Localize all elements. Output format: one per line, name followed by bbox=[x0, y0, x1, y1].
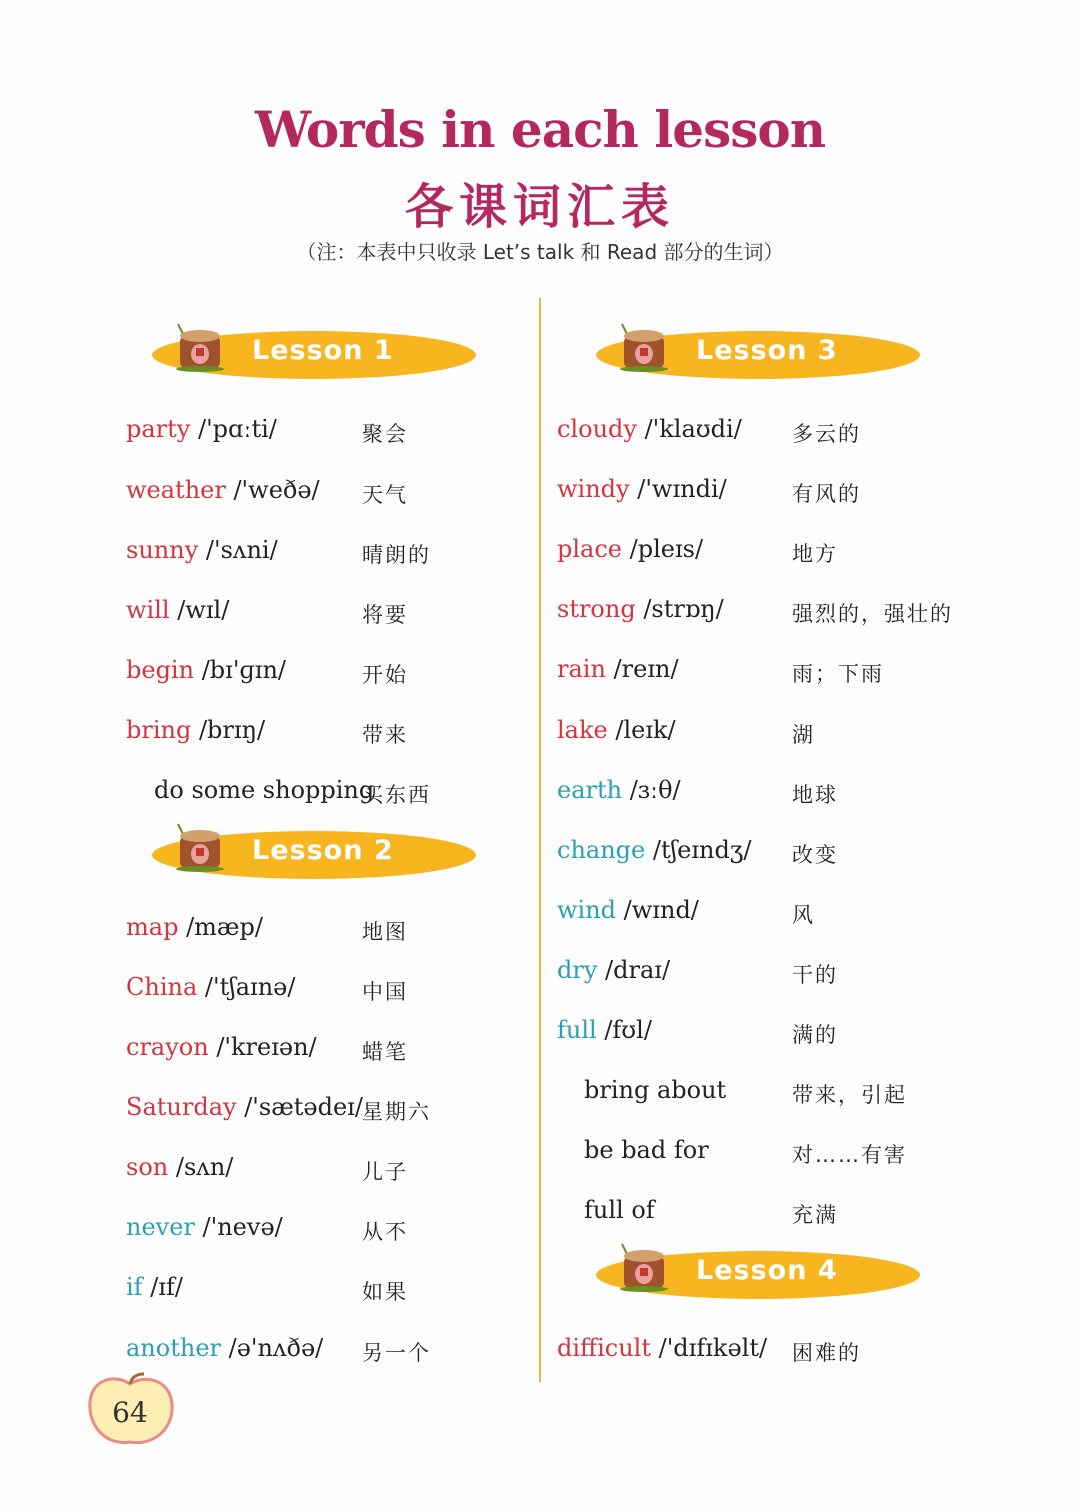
phonetic: /'kreɪən/ bbox=[208, 1033, 317, 1061]
translation: 雨；下雨 bbox=[792, 662, 884, 686]
lesson-4-banner bbox=[596, 1242, 926, 1302]
translation: 地图 bbox=[362, 920, 408, 944]
vocab-entry bbox=[126, 1153, 233, 1181]
phonetic: /'weðə/ bbox=[225, 476, 320, 504]
phonetic: /ə'nʌðə/ bbox=[221, 1334, 324, 1362]
phonetic: /'sætədeɪ/ bbox=[236, 1093, 363, 1121]
headword: another bbox=[126, 1334, 221, 1362]
lesson-4-label: Lesson 4 bbox=[696, 1255, 838, 1286]
translation: 带来，引起 bbox=[792, 1083, 907, 1107]
headword: never bbox=[126, 1213, 195, 1241]
phonetic: /'nevə/ bbox=[194, 1213, 283, 1241]
tree-stump-icon bbox=[172, 322, 228, 372]
translation: 强烈的，强壮的 bbox=[792, 602, 953, 626]
translation: 有风的 bbox=[792, 482, 861, 506]
vocab-entry bbox=[557, 595, 724, 623]
vocab-entry bbox=[126, 596, 229, 624]
phonetic: /'klaʊdi/ bbox=[636, 415, 742, 443]
translation: 满的 bbox=[792, 1023, 838, 1047]
vocab-entry bbox=[557, 1016, 652, 1044]
phonetic: /'dɪfɪkəlt/ bbox=[650, 1334, 768, 1362]
lesson-1-label: Lesson 1 bbox=[252, 335, 394, 366]
translation: 中国 bbox=[362, 980, 408, 1004]
translation: 从不 bbox=[362, 1220, 408, 1244]
vocab-entry bbox=[126, 1093, 363, 1121]
vocab-entry bbox=[557, 655, 679, 683]
headword: rain bbox=[557, 655, 606, 683]
headword: crayon bbox=[126, 1033, 209, 1061]
translation: 蜡笔 bbox=[362, 1040, 408, 1064]
tree-stump-icon bbox=[172, 822, 228, 872]
headword: difficult bbox=[557, 1334, 651, 1362]
phrase-entry: bring about bbox=[584, 1076, 727, 1104]
headword: begin bbox=[126, 656, 195, 684]
lesson-2-banner bbox=[152, 822, 482, 882]
translation: 困难的 bbox=[792, 1341, 861, 1365]
tree-stump-icon bbox=[616, 322, 672, 372]
headword: cloudy bbox=[557, 415, 637, 443]
vocab-entry bbox=[557, 475, 727, 503]
phonetic: /reɪn/ bbox=[605, 655, 679, 683]
tree-stump-icon bbox=[616, 1242, 672, 1292]
phonetic: /'sʌni/ bbox=[198, 536, 278, 564]
vocab-entry bbox=[126, 476, 320, 504]
headword: son bbox=[126, 1153, 169, 1181]
phonetic: /ɪf/ bbox=[142, 1273, 183, 1301]
vocab-entry bbox=[557, 776, 681, 804]
page-number-badge bbox=[86, 1372, 182, 1448]
vocab-entry bbox=[126, 1273, 183, 1301]
phonetic: /fʊl/ bbox=[596, 1016, 652, 1044]
phonetic: /bɪ'ɡɪn/ bbox=[194, 656, 286, 684]
vocab-entry bbox=[557, 1334, 767, 1362]
phonetic: /'tʃaɪnə/ bbox=[197, 973, 296, 1001]
phonetic: /leɪk/ bbox=[607, 716, 676, 744]
headword: full bbox=[557, 1016, 597, 1044]
vocab-entry bbox=[557, 716, 676, 744]
phrase-entry: be bad for bbox=[584, 1136, 709, 1164]
headword: sunny bbox=[126, 536, 199, 564]
headword: lake bbox=[557, 716, 608, 744]
phonetic: /wɪnd/ bbox=[616, 896, 699, 924]
translation: 充满 bbox=[792, 1203, 838, 1227]
phonetic: /'pɑːti/ bbox=[190, 415, 277, 443]
page-title: Words in each lesson bbox=[254, 100, 826, 159]
vocab-entry bbox=[557, 836, 751, 864]
translation: 地球 bbox=[792, 783, 838, 807]
vocab-entry bbox=[126, 536, 278, 564]
phonetic: /strɒŋ/ bbox=[635, 595, 724, 623]
headword: place bbox=[557, 535, 622, 563]
lesson-3-label: Lesson 3 bbox=[696, 335, 838, 366]
translation: 干的 bbox=[792, 963, 838, 987]
translation: 如果 bbox=[362, 1280, 408, 1304]
headword: map bbox=[126, 913, 179, 941]
headword: China bbox=[126, 973, 198, 1001]
lesson-2-label: Lesson 2 bbox=[252, 835, 394, 866]
translation: 对……有害 bbox=[792, 1143, 907, 1167]
phonetic: /draɪ/ bbox=[597, 956, 671, 984]
vocab-entry bbox=[126, 973, 295, 1001]
vocab-entry bbox=[126, 1033, 317, 1061]
phonetic: /mæp/ bbox=[178, 913, 263, 941]
headword: will bbox=[126, 596, 170, 624]
translation: 改变 bbox=[792, 843, 838, 867]
lesson-3-banner bbox=[596, 322, 926, 382]
translation: 将要 bbox=[362, 603, 408, 627]
translation: 儿子 bbox=[362, 1160, 408, 1184]
translation: 地方 bbox=[792, 542, 838, 566]
page-note: （注：本表中只收录 Let’s talk 和 Read 部分的生词） bbox=[296, 240, 784, 264]
headword: strong bbox=[557, 595, 636, 623]
translation: 另一个 bbox=[362, 1341, 431, 1365]
vocab-entry bbox=[126, 1334, 323, 1362]
translation: 湖 bbox=[792, 723, 815, 747]
headword: party bbox=[126, 415, 191, 443]
translation: 风 bbox=[792, 903, 815, 927]
vocab-entry bbox=[126, 716, 265, 744]
phonetic: /sʌn/ bbox=[168, 1153, 234, 1181]
phonetic: /'wɪndi/ bbox=[629, 475, 727, 503]
translation: 买东西 bbox=[362, 783, 431, 807]
vocab-entry bbox=[126, 415, 277, 443]
headword: change bbox=[557, 836, 646, 864]
phonetic: /wɪl/ bbox=[169, 596, 230, 624]
headword: wind bbox=[557, 896, 617, 924]
vocab-entry bbox=[557, 535, 703, 563]
phonetic: /brɪŋ/ bbox=[191, 716, 266, 744]
vocab-entry bbox=[126, 913, 263, 941]
vocab-entry bbox=[557, 896, 699, 924]
headword: weather bbox=[126, 476, 226, 504]
column-divider bbox=[539, 298, 541, 1382]
phrase-entry: full of bbox=[584, 1196, 655, 1224]
headword: bring bbox=[126, 716, 192, 744]
vocab-entry bbox=[557, 956, 670, 984]
translation: 星期六 bbox=[362, 1100, 431, 1124]
lesson-1-banner bbox=[152, 322, 482, 382]
headword: windy bbox=[557, 475, 630, 503]
headword: earth bbox=[557, 776, 623, 804]
translation: 多云的 bbox=[792, 422, 861, 446]
headword: dry bbox=[557, 956, 598, 984]
page-number: 64 bbox=[112, 1396, 148, 1429]
translation: 聚会 bbox=[362, 422, 408, 446]
headword: if bbox=[126, 1273, 143, 1301]
phonetic: /tʃeɪndʒ/ bbox=[645, 836, 752, 864]
vocab-entry bbox=[126, 656, 286, 684]
vocab-entry bbox=[557, 415, 742, 443]
vocab-entry bbox=[126, 1213, 283, 1241]
translation: 晴朗的 bbox=[362, 543, 431, 567]
translation: 天气 bbox=[362, 483, 408, 507]
phonetic: /pleɪs/ bbox=[622, 535, 704, 563]
translation: 开始 bbox=[362, 663, 408, 687]
headword: Saturday bbox=[126, 1093, 237, 1121]
translation: 带来 bbox=[362, 723, 408, 747]
phrase-entry: do some shopping bbox=[154, 776, 375, 804]
page-title-chinese: 各课词汇表 bbox=[404, 179, 675, 235]
phonetic: /ɜːθ/ bbox=[622, 776, 681, 804]
